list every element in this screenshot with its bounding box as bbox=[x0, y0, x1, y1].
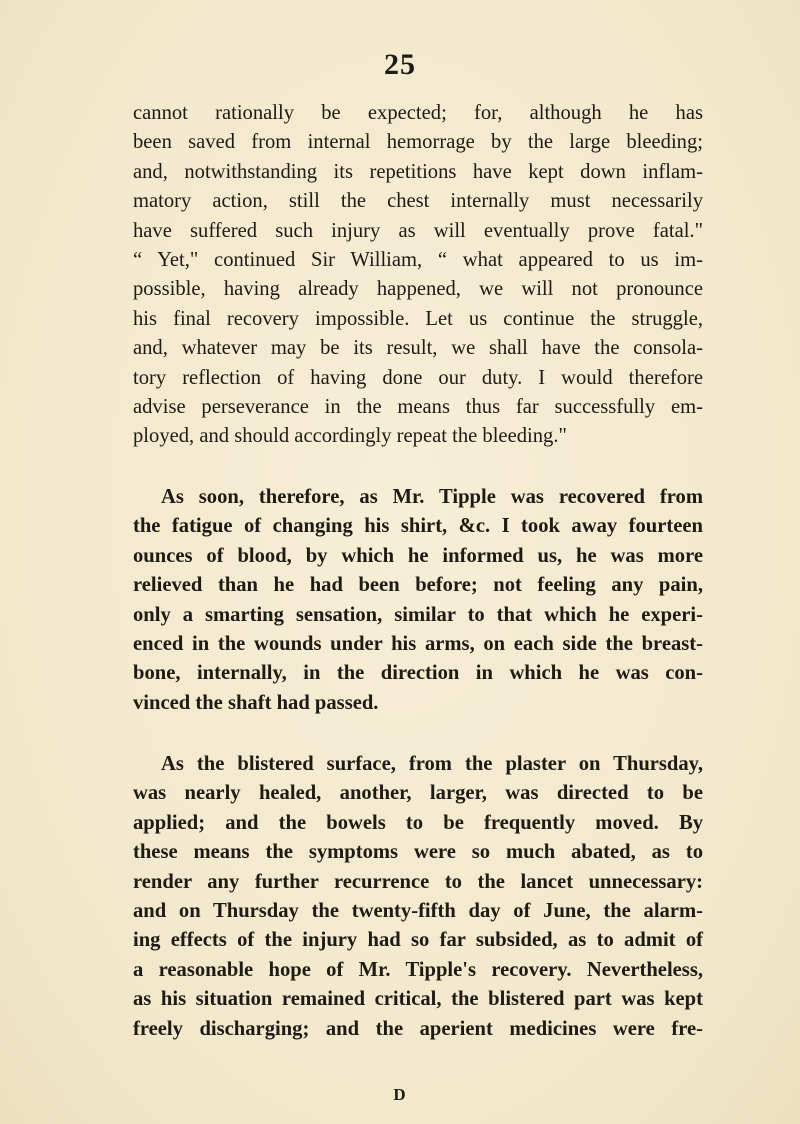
paragraph-2 bbox=[133, 483, 703, 718]
text-line: the fatigue of changing his shirt, &c. I took away fourteen bbox=[133, 515, 703, 538]
paragraph-1 bbox=[133, 99, 703, 452]
text-line: as his situation remained critical, the blistered part was kept bbox=[133, 988, 703, 1011]
text-line: his final recovery impossible. Let us continue the struggle, bbox=[133, 307, 703, 330]
text-line: matory action, still the chest internally must necessarily bbox=[133, 190, 703, 213]
text-line: bone, internally, in the direction in which he was con- bbox=[133, 662, 703, 685]
signature-mark: D bbox=[393, 1085, 407, 1104]
text-line: cannot rationally be expected; for, although he has bbox=[133, 102, 703, 124]
text-line: As the blistered surface, from the plaster on Thursday, bbox=[161, 753, 703, 775]
text-line: was nearly healed, another, larger, was directed to be bbox=[133, 782, 703, 805]
text-line: freely discharging; and the aperient medicines were fre- bbox=[133, 1017, 703, 1040]
text-line: vinced the shaft had passed. bbox=[133, 691, 379, 714]
text-line: and, whatever may be its result, we shall have the consola- bbox=[133, 337, 703, 360]
text-line: render any further recurrence to the lancet unnecessary: bbox=[133, 870, 703, 893]
text-line: only a smarting sensation, similar to that which he experi- bbox=[133, 603, 703, 626]
text-line: advise perseverance in the means thus far successfully em- bbox=[133, 395, 703, 418]
text-line: and on Thursday the twenty-fifth day of June, the alarm- bbox=[133, 899, 703, 922]
text-line: have suffered such injury as will eventually prove fatal." bbox=[133, 219, 703, 242]
text-line: relieved than he had been before; not feeling any pain, bbox=[133, 574, 703, 597]
text-line: these means the symptoms were so much abated, as to bbox=[133, 841, 703, 864]
text-line: As soon, therefore, as Mr. Tipple was recovered from bbox=[161, 486, 703, 508]
text-line: applied; and the bowels to be frequently moved. By bbox=[133, 811, 703, 834]
paragraph-3 bbox=[133, 750, 703, 1044]
text-line: ployed, and should accordingly repeat the bleeding." bbox=[133, 425, 567, 448]
text-line: ing effects of the injury had so far subsided, as to admit of bbox=[133, 929, 703, 952]
page-number: 25 bbox=[384, 48, 416, 81]
text-line: “ Yet," continued Sir William, “ what appeared to us im- bbox=[133, 248, 703, 271]
text-line: and, notwithstanding its repetitions have kept down inflam- bbox=[133, 160, 703, 183]
text-line: tory reflection of having done our duty. I would therefore bbox=[133, 366, 703, 389]
text-line: been saved from internal hemorrage by the large bleeding; bbox=[133, 131, 703, 154]
text-line: a reasonable hope of Mr. Tipple's recovery. Nevertheless, bbox=[133, 958, 703, 981]
text-line: ounces of blood, by which he informed us, he was more bbox=[133, 544, 703, 567]
text-line: possible, having already happened, we will not pronounce bbox=[133, 278, 703, 301]
text-line: enced in the wounds under his arms, on each side the breast- bbox=[133, 632, 703, 655]
